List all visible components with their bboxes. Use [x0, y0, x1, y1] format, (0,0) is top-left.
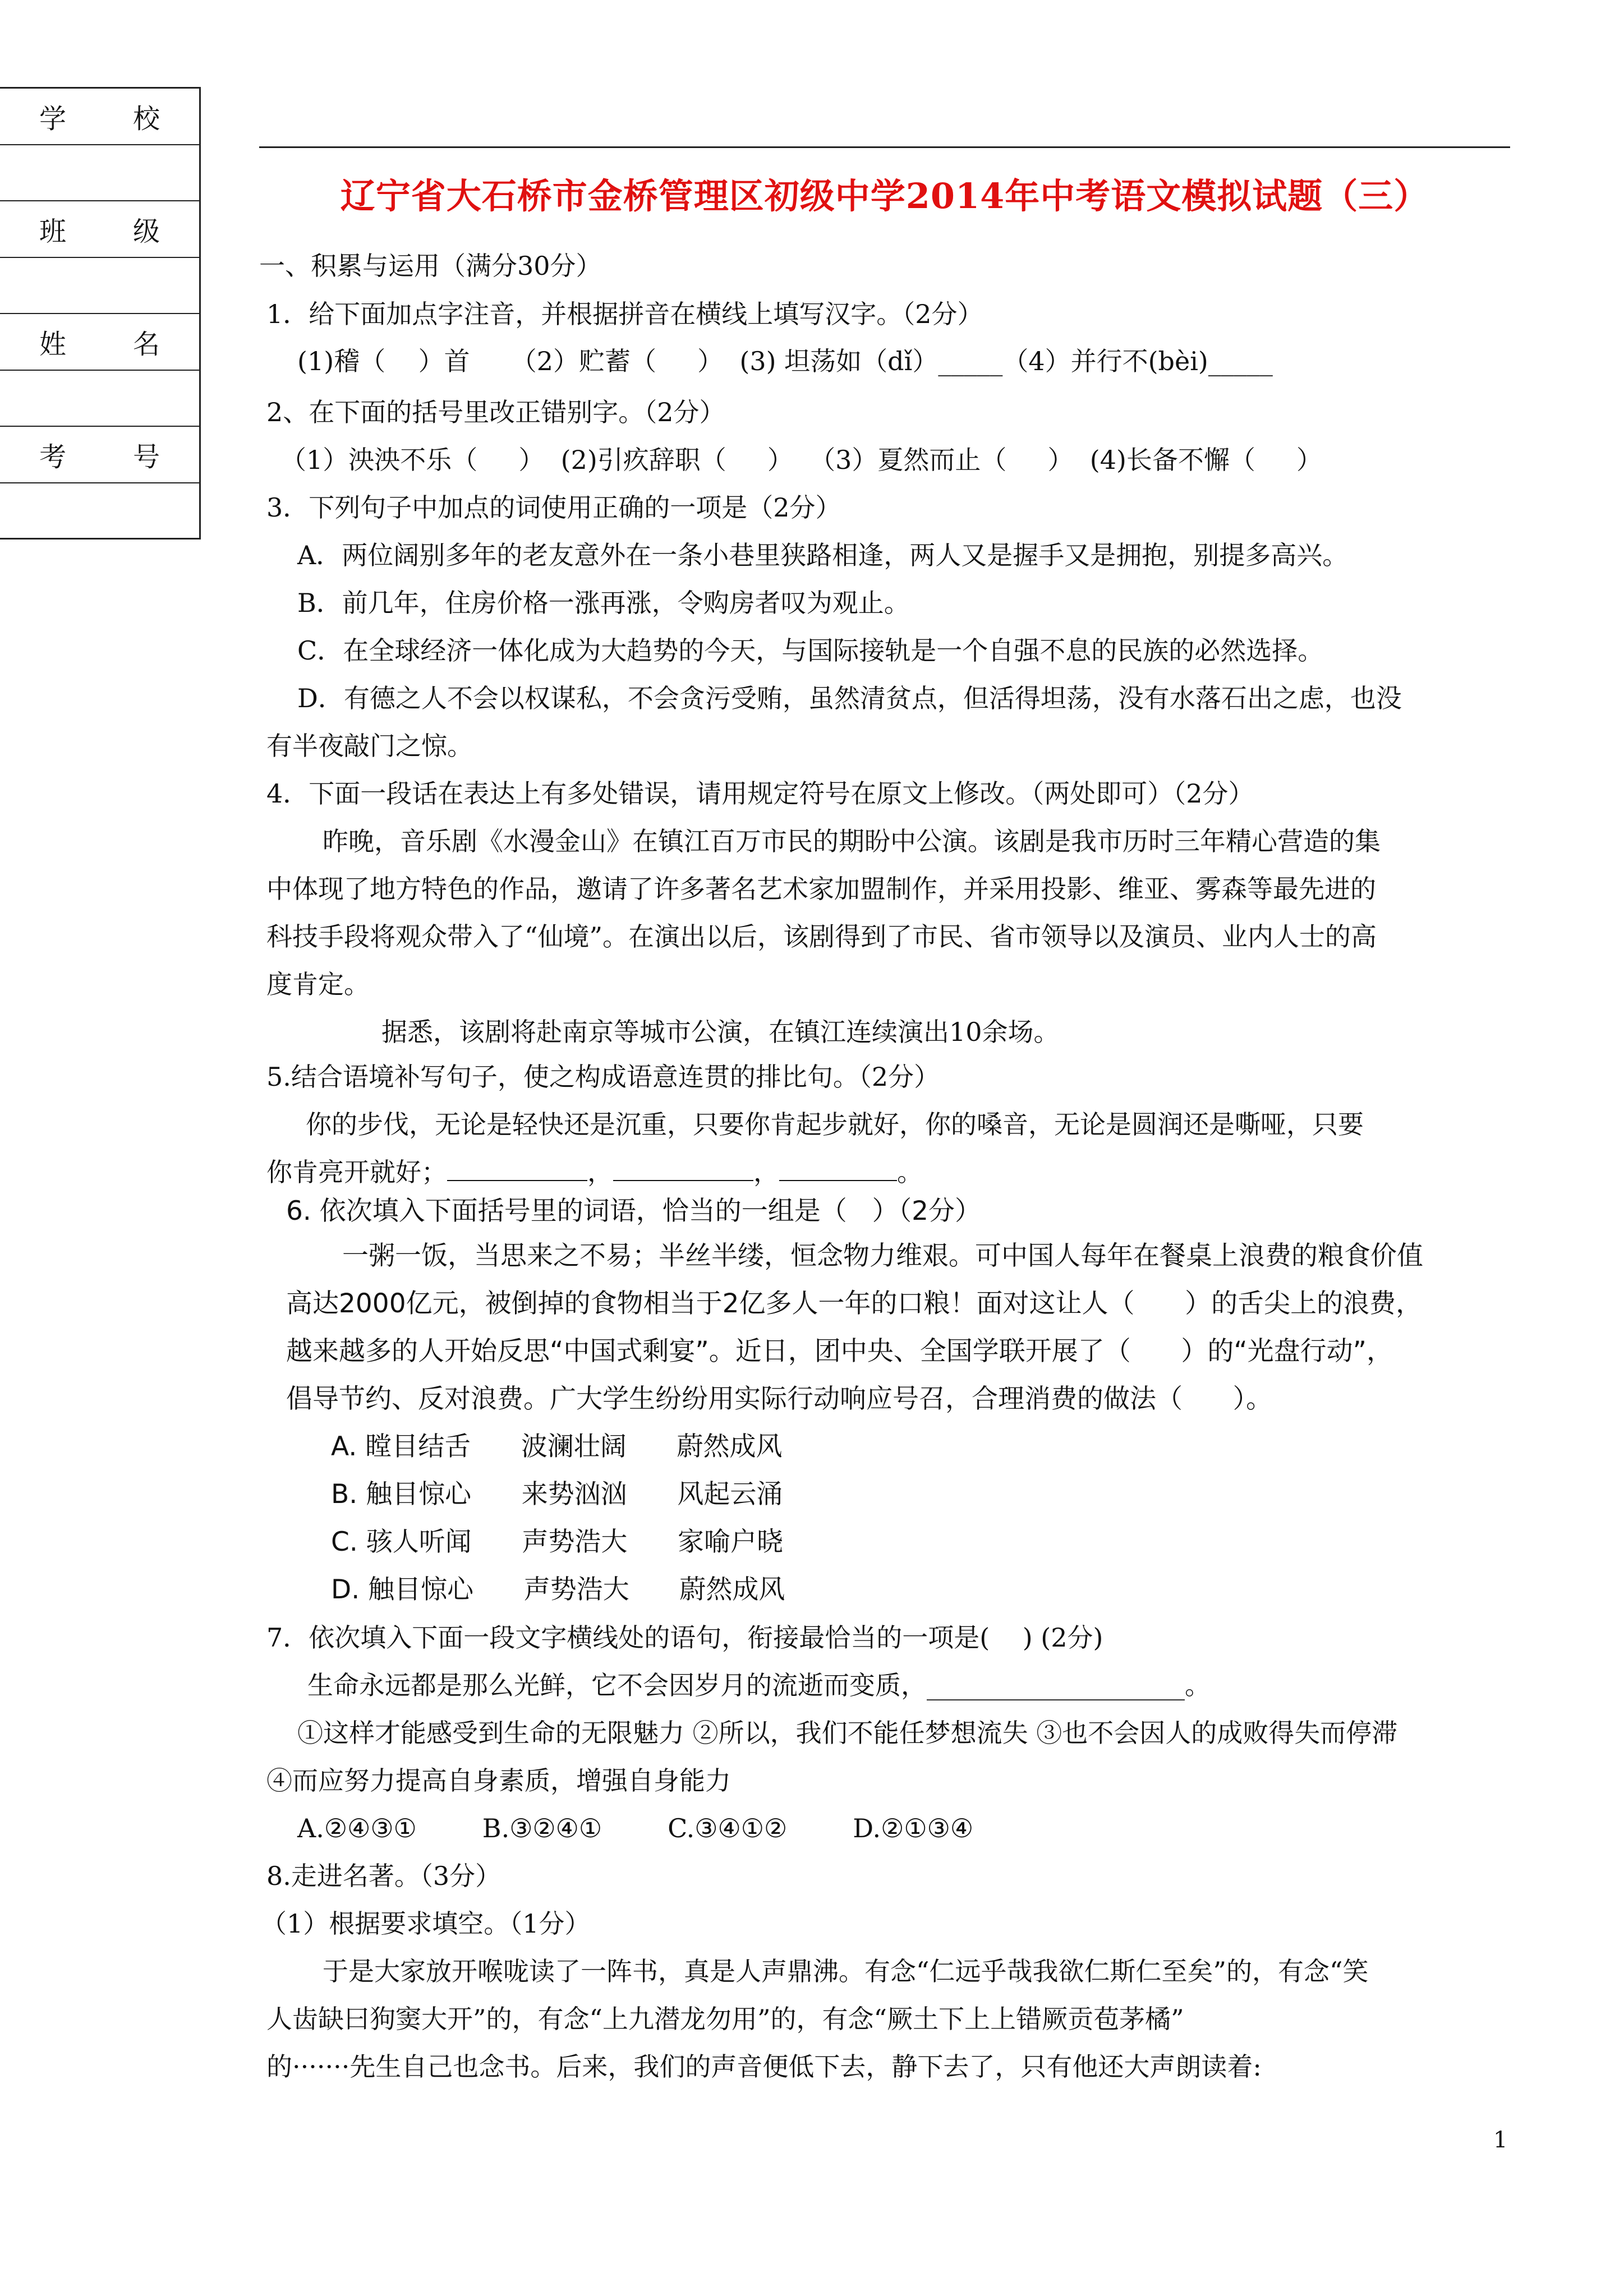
option-a: A. 瞠目结舌 波澜壮阔 蔚然成风: [331, 1431, 783, 1462]
option-d: D. 触目惊心 声势浩大 蔚然成风: [331, 1574, 785, 1605]
side-row-blank[interactable]: [0, 258, 199, 315]
side-row-blank[interactable]: [0, 371, 199, 427]
option-d: D．有德之人不会以权谋私，不会贪污受贿，虽然清贫点，但活得坦荡，没有水落石出之虑，也没: [297, 683, 1402, 713]
side-row-school: 学 校: [0, 89, 199, 145]
question-5-text: 你的步伐，无论是轻快还是沉重，只要你肯起步就好，你的嗓音，无论是圆润还是嘶哑，只要: [306, 1109, 1364, 1140]
question-6: 6. 依次填入下面括号里的词语，恰当的一组是（ ）（2分）: [286, 1196, 982, 1227]
question-5: 5.结合语境补写句子，使之构成语意连贯的排比句。（2分）: [266, 1062, 940, 1092]
passage-line: 昨晚，音乐剧《水漫金山》在镇江百万市民的期盼中公演。该剧是我市历时三年精心营造的集: [323, 826, 1381, 856]
question-8-part-1: （1）根据要求填空。（1分）: [261, 1908, 591, 1939]
option-c: C. 骇人听闻 声势浩大 家喻户晓: [331, 1527, 783, 1557]
option-d-continued: 有半夜敲门之惊。: [266, 731, 473, 761]
option-b: B. 触目惊心 来势汹汹 风起云涌: [331, 1479, 783, 1510]
option-a: A．两位阔别多年的老友意外在一条小巷里狭路相逢，两人又是握手又是拥抱，别提多高兴。: [297, 540, 1349, 570]
question-6-text: 高达2000亿元，被倒掉的食物相当于2亿多人一年的口粮！面对这让人（ ）的舌尖上的浪费，: [286, 1288, 1423, 1319]
question-6-text: 越来越多的人开始反思“中国式剩宴”。近日，团中央、全国学联开展了（ ）的“光盘行动”，: [286, 1336, 1393, 1367]
exam-title: 辽宁省大石桥市金桥管理区初级中学2014年中考语文模拟试题（三）: [340, 176, 1429, 216]
student-info-table: [0, 87, 201, 540]
side-row-class: 班 级: [0, 201, 199, 258]
question-3: 3．下列句子中加点的词使用正确的一项是（2分）: [266, 492, 841, 523]
page-number: 1: [1493, 2127, 1508, 2153]
passage-line: 于是大家放开喉咙读了一阵书，真是人声鼎沸。有念“仁远乎哉我欲仁斯仁至矣”的，有念“笑: [323, 1956, 1369, 1986]
question-4: 4．下面一段话在表达上有多处错误，请用规定符号在原文上修改。（两处即可）（2分）: [266, 778, 1254, 809]
question-2-items: （1）泱泱不乐（ ） (2)引疚辞职（ ） （3）夏然而止（ ） (4)长备不懈（ ）: [280, 445, 1323, 475]
answer-blank[interactable]: [447, 1156, 587, 1181]
passage-line: 人齿缺曰狗窦大开”的，有念“上九潜龙勿用”的，有念“厥土下上上错厥贡苞茅橘”: [266, 2004, 1184, 2034]
question-7-options: A.②④③① B.③②④① C.③④①② D.②①③④: [297, 1813, 974, 1843]
passage-line: 据悉，该剧将赴南京等城市公演，在镇江连续演出10余场。: [381, 1017, 1060, 1047]
question-7-text: 生命永远都是那么光鲜，它不会因岁月的流逝而变质，____________________。: [307, 1670, 1211, 1700]
passage-line: 科技手段将观众带入了“仙境”。在演出以后，该剧得到了市民、省市领导以及演员、业内人士的高: [266, 921, 1377, 952]
question-7-choices: ①这样才能感受到生命的无限魅力 ②所以，我们不能任梦想流失 ③也不会因人的成败得失而停滞: [297, 1718, 1398, 1748]
passage-line: 中体现了地方特色的作品，邀请了许多著名艺术家加盟制作，并采用投影、维亚、雾森等最先进的: [266, 874, 1376, 904]
question-1: 1．给下面加点字注音，并根据拼音在横线上填写汉字。（2分）: [266, 299, 983, 329]
passage-line: 的·······先生自己也念书。后来，我们的声音便低下去，静下去了，只有他还大声朗读着:: [266, 2051, 1262, 2082]
option-b: B．前几年，住房价格一涨再涨，令购房者叹为观止。: [297, 588, 910, 618]
question-1-items: (1)稽（ ）首 （2）贮蓄（ ） (3) 坦荡如（dǐ）_____（4）并行不(bèi)_____: [297, 346, 1273, 376]
question-7-choices: ④而应努力提高自身素质，增强自身能力: [266, 1765, 731, 1796]
question-7: 7．依次填入下面一段文字横线处的语句，衔接最恰当的一项是( ) (2分): [266, 1622, 1103, 1653]
question-5-text: 你肯亮开就好； ， ， 。: [266, 1157, 923, 1187]
question-6-text: 一粥一饭，当思来之不易；半丝半缕，恒念物力维艰。可中国人每年在餐桌上浪费的粮食价值: [342, 1241, 1423, 1271]
side-row-name: 姓 名: [0, 314, 199, 371]
answer-blank[interactable]: [613, 1156, 753, 1181]
header-rule: [259, 146, 1510, 148]
section-heading: 一、积累与运用（满分30分）: [259, 251, 602, 281]
side-row-blank[interactable]: [0, 145, 199, 202]
question-2: 2、在下面的括号里改正错别字。（2分）: [266, 397, 725, 427]
question-6-text: 倡导节约、反对浪费。广大学生纷纷用实际行动响应号召，合理消费的做法（ ）。: [286, 1384, 1273, 1414]
option-c: C．在全球经济一体化成为大趋势的今天，与国际接轨是一个自强不息的民族的必然选择。: [297, 635, 1324, 666]
answer-blank[interactable]: [779, 1156, 897, 1181]
side-row-blank[interactable]: [0, 483, 199, 540]
passage-line: 度肯定。: [266, 969, 370, 999]
question-8: 8.走进名著。（3分）: [266, 1861, 502, 1891]
side-row-exam-number: 考 号: [0, 427, 199, 483]
